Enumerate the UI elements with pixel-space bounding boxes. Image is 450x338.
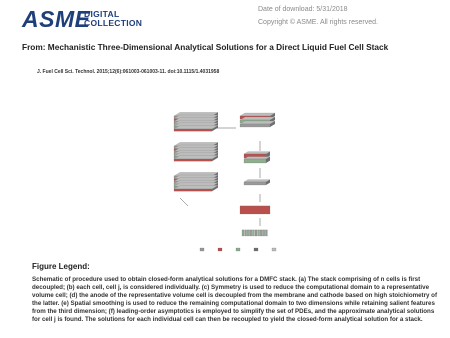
cell-layer-top: [240, 121, 275, 124]
article-title: From: Mechanistic Three-Dimensional Analytical Solutions for a Direct Liquid Fuel Cell Stack: [22, 42, 389, 52]
anode-layer-top: [244, 180, 270, 182]
copyright-notice: Copyright © ASME. All rights reserved.: [258, 19, 378, 26]
asymptotic-bar: [255, 230, 257, 236]
download-date: Date of download: 5/31/2018: [258, 6, 348, 13]
stack-layers: [174, 112, 218, 191]
figure-legend-heading: Figure Legend:: [32, 262, 90, 271]
stack-layer: [174, 129, 212, 131]
asymptotic-bar: [252, 230, 254, 236]
cell-layer-top: [240, 113, 275, 116]
asymptotic-bar: [242, 230, 244, 236]
anode-layer: [244, 182, 266, 185]
stack-schematic: [174, 112, 218, 191]
key-swatch: [272, 248, 276, 251]
asme-logo: [22, 6, 142, 36]
smoothing-layer: [240, 206, 270, 214]
schematic-figure: [140, 108, 310, 258]
article-citation: J. Fuel Cell Sci. Technol. 2015;12(6):061003-061003-11. doi:10.1115/1.4031958: [37, 69, 220, 75]
logo-text: ASME: [22, 6, 91, 32]
asymptotic-bar: [263, 230, 265, 236]
figure-key: [200, 248, 276, 251]
rvc-layer-top: [244, 152, 270, 154]
asymptotic-bar: [258, 230, 260, 236]
asymptotic-bar: [250, 230, 252, 236]
logo-subtext-line2: COLLECTION: [84, 18, 143, 28]
asymptotic-bar: [247, 230, 249, 236]
asymptotic-bar: [260, 230, 262, 236]
key-swatch: [236, 248, 240, 251]
logo-subtext-line1: DIGITAL: [84, 9, 120, 19]
asymptotic-bar: [245, 230, 247, 236]
logo-subtext: [84, 10, 142, 28]
figure-legend-text: Schematic of procedure used to obtain closed-form analytical solutions for a DMFC stack. (a) The stack comprising of n cells is first decoupled; (b) each cell, cell j, is considered individually. (c) Symmetry is used to reduce the computational domain to a representative volume cell; (d) the anode of the representative volume cell is decoupled from the membrane and cathode based on high stoichiometry of the latter. (e) Spatial smoothing is used to reduce the remaining computational domain to two dimensions while retaining salient features from the third dimension; (f) leading-order asymptotics is employed to simplify the set of PDEs, and the approximate analytical solutions for cell j is found. The solutions for each individual cell can then be recoupled to yield the closed-form analytical solution for a stack.: [32, 276, 438, 323]
stack-layer: [174, 189, 212, 191]
cell-schematic: [240, 113, 275, 236]
key-swatch: [254, 248, 258, 251]
cell-layer-top: [240, 117, 275, 120]
cell-layer: [240, 124, 270, 127]
rvc-layer-top: [244, 157, 270, 159]
asymptotic-bar: [265, 230, 267, 236]
key-swatch: [218, 248, 222, 251]
stack-layer-top: [174, 185, 218, 189]
rvc-layer: [244, 159, 266, 163]
key-swatch: [200, 248, 204, 251]
stack-layer-top: [174, 125, 218, 129]
stack-layer-top: [174, 155, 218, 159]
stack-layer: [174, 159, 212, 161]
